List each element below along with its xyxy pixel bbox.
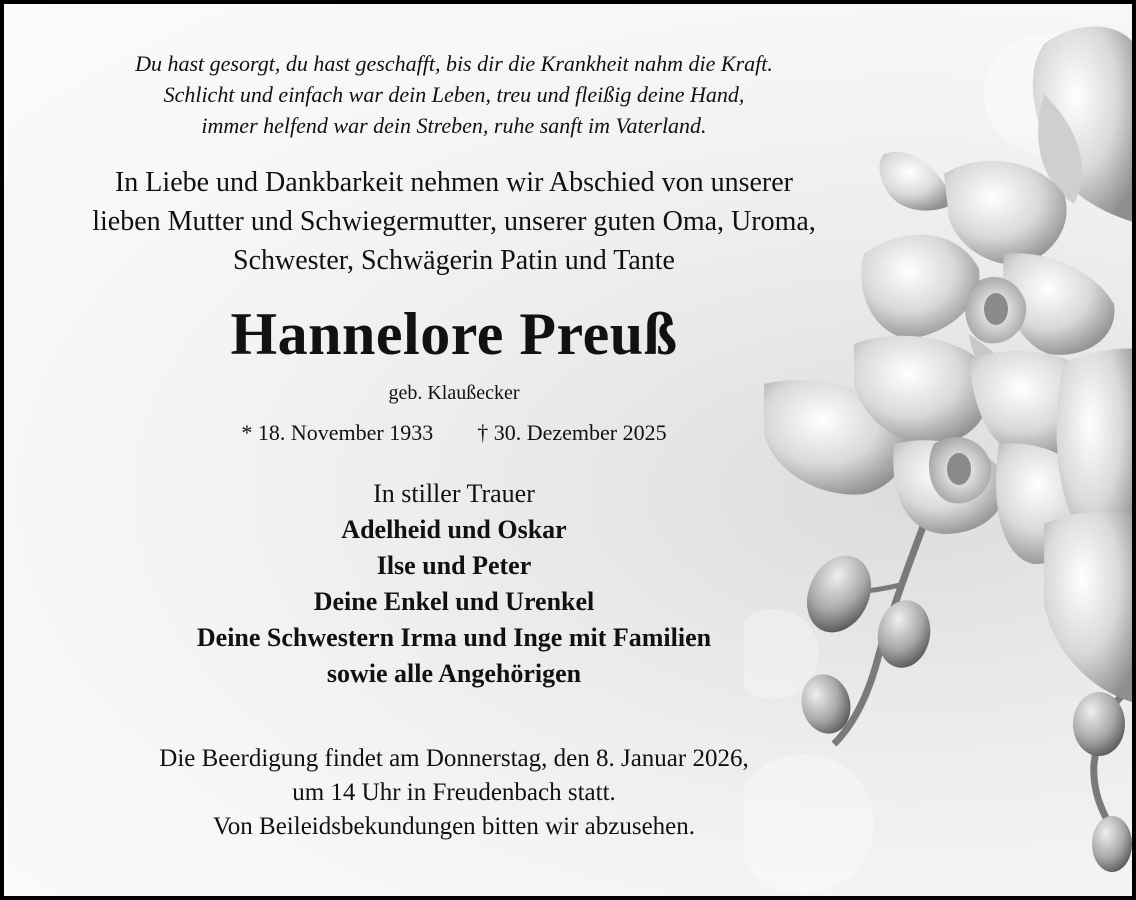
notice-text-column: [24, 4, 884, 844]
memorial-poem: [24, 48, 884, 141]
mourner-family: Ilse und Peter: [376, 551, 532, 580]
funeral-line: Von Beileidsbekundungen bitten wir abzusehen.: [212, 813, 696, 840]
funeral-line: Die Beerdigung findet am Donnerstag, den 8. Januar 2026,: [159, 745, 749, 772]
life-dates: [24, 418, 884, 448]
death-date: † 30. Dezember 2025: [477, 420, 667, 445]
funeral-line: um 14 Uhr in Freudenbach statt.: [292, 779, 616, 806]
mourner-family: Deine Enkel und Urenkel: [313, 587, 595, 616]
intro-line: In Liebe und Dankbarkeit nehmen wir Abschied von unserer: [114, 167, 793, 198]
mourners-list: [24, 476, 884, 692]
poem-line: Schlicht und einfach war dein Leben, treu und fleißig deine Hand,: [163, 82, 745, 107]
intro-line: lieben Mutter und Schwiegermutter, unserer guten Oma, Uroma,: [92, 206, 816, 237]
deceased-name: Hannelore Preuß: [230, 301, 678, 367]
intro-line: Schwester, Schwägerin Patin und Tante: [233, 245, 675, 276]
farewell-intro: [24, 163, 884, 280]
birth-name: geb. Klaußecker: [388, 382, 520, 404]
birth-date: * 18. November 1933: [241, 420, 434, 445]
funeral-info: [24, 742, 884, 844]
poem-line: immer helfend war dein Streben, ruhe sanft im Vaterland.: [201, 113, 707, 138]
mourner-family: Deine Schwestern Irma und Inge mit Familien: [196, 623, 712, 652]
mourners-lead: In stiller Trauer: [373, 479, 535, 508]
poem-line: Du hast gesorgt, du hast geschafft, bis dir die Krankheit nahm die Kraft.: [135, 51, 773, 76]
mourner-family: Adelheid und Oskar: [341, 515, 567, 544]
mourner-family: sowie alle Angehörigen: [326, 659, 582, 688]
